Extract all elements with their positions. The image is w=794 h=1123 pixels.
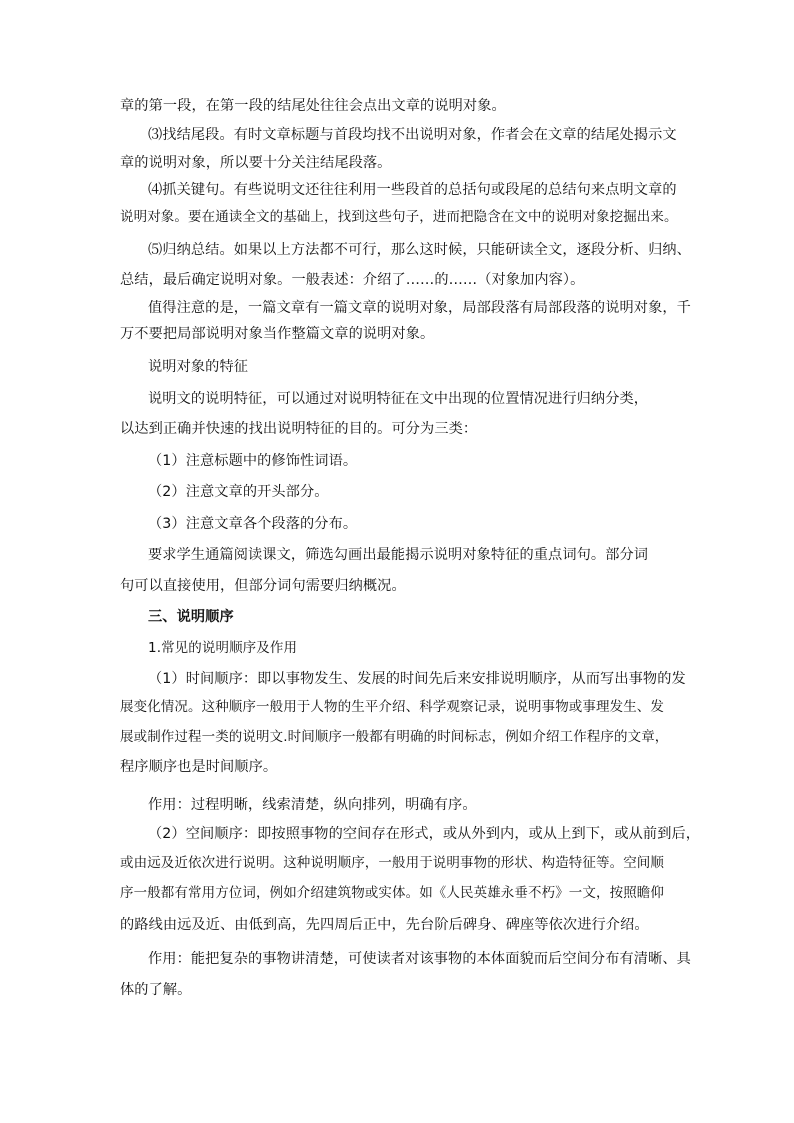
text-line: 以达到正确并快速的找出说明特征的目的。可分为三类： xyxy=(120,421,478,437)
text-line: 程序顺序也是时间顺序。 xyxy=(120,759,278,775)
text-line: 作用：过程明晰，线索清楚，纵向排列，明确有序。 xyxy=(148,797,477,813)
text-line: 序一般都有常用方位词，例如介绍建筑物或实体。如《人民英雄永垂不朽》一文，按照瞻仰 xyxy=(120,885,664,901)
text-line: 值得注意的是，一篇文章有一篇文章的说明对象，局部段落有局部段落的说明对象，千 xyxy=(148,300,691,316)
section-heading: 三、说明顺序 xyxy=(148,609,234,625)
text-line: ⑷抓关键句。有些说明文还往往利用一些段首的总括句或段尾的总结句来点明文章的 xyxy=(148,182,677,198)
text-line: 章的第一段，在第一段的结尾处往往会点出文章的说明对象。 xyxy=(120,98,506,114)
text-line: 说明对象。要在通读全文的基础上，找到这些句子，进而把隐含在文中的说明对象挖掘出来。 xyxy=(120,209,678,225)
text-line: 句可以直接使用，但部分词句需要归纳概况。 xyxy=(120,578,406,594)
list-item: （3）注意文章各个段落的分布。 xyxy=(148,516,358,532)
text-line: ⑸归纳总结。如果以上方法都不可行，那么这时候，只能研读全文，逐段分析、归纳、 xyxy=(148,242,691,258)
text-line: 体的了解。 xyxy=(120,982,192,998)
list-item: （2）注意文章的开头部分。 xyxy=(148,484,329,500)
text-line: 或由远及近依次进行说明。这种说明顺序，一般用于说明事物的形状、构造特征等。空间顺 xyxy=(120,855,664,871)
subsection-heading: 1.常见的说明顺序及作用 xyxy=(148,640,298,656)
text-line: 展或制作过程一类的说明文.时间顺序一般都有明确的时间标志，例如介绍工作程序的文章， xyxy=(120,729,669,745)
text-line: （2）空间顺序：即按照事物的空间存在形式，或从外到内，或从上到下，或从前到后， xyxy=(148,826,701,842)
section-heading: 说明对象的特征 xyxy=(148,359,249,375)
text-line: 要求学生通篇阅读课文，筛选勾画出最能揭示说明对象特征的重点词句。部分词 xyxy=(148,547,649,563)
text-line: 说明文的说明特征，可以通过对说明特征在文中出现的位置情况进行归纳分类， xyxy=(148,391,649,407)
text-line: 万不要把局部说明对象当作整篇文章的说明对象。 xyxy=(120,326,435,342)
text-line: （1）时间顺序：即以事物发生、发展的时间先后来安排说明顺序，从而写出事物的发 xyxy=(148,671,686,687)
text-line: 章的说明对象，所以要十分关注结尾段落。 xyxy=(120,155,392,171)
text-line: ⑶找结尾段。有时文章标题与首段均找不出说明对象，作者会在文章的结尾处揭示文 xyxy=(148,127,677,143)
text-line: 展变化情况。这种顺序一般用于人物的生平介绍、科学观察记录，说明事物或事理发生、发 xyxy=(120,699,664,715)
list-item: （1）注意标题中的修饰性词语。 xyxy=(148,453,358,469)
text-line: 的路线由远及近、由低到高，先四周后正中，先台阶后碑身、碑座等依次进行介绍。 xyxy=(120,917,649,933)
text-line: 作用：能把复杂的事物讲清楚，可使读者对该事物的本体面貌而后空间分布有清晰、具 xyxy=(148,951,691,967)
text-line: 总结，最后确定说明对象。一般表述：介绍了……的……（对象加内容）。 xyxy=(120,272,585,288)
